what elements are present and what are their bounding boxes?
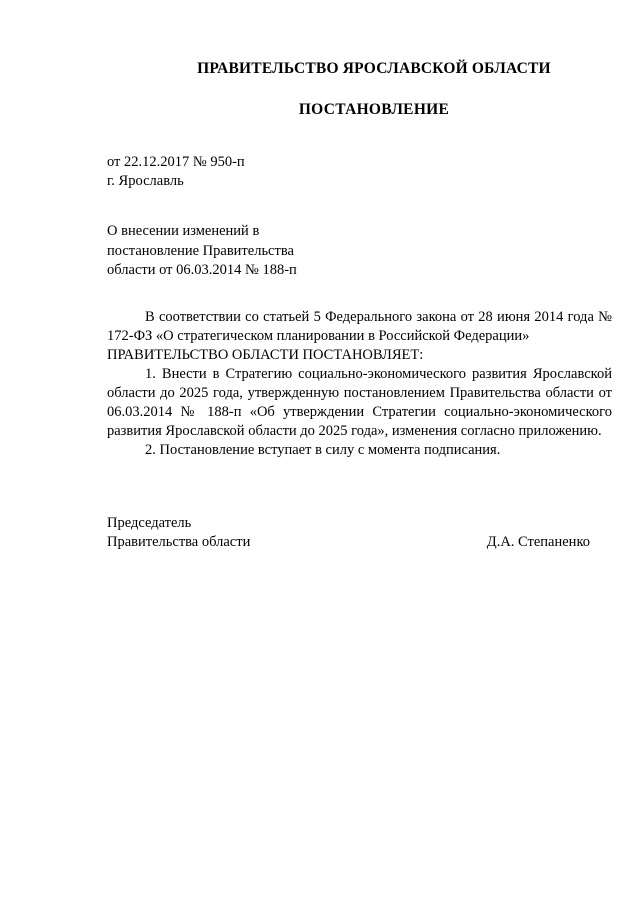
resolution-item-2: 2. Постановление вступает в силу с момента подписания. xyxy=(145,442,501,458)
signature-block xyxy=(107,514,590,552)
government-title: ПРАВИТЕЛЬСТВО ЯРОСЛАВСКОЙ ОБЛАСТИ xyxy=(197,60,551,77)
resolves-line: ПРАВИТЕЛЬСТВО ОБЛАСТИ ПОСТАНОВЛЯЕТ: xyxy=(107,347,424,363)
document-body xyxy=(107,308,612,460)
document-subject xyxy=(107,222,297,281)
subject-line: постановление Правительства xyxy=(107,242,294,259)
signatory-title-line-2: Правительства области xyxy=(107,534,251,550)
date-number-line: от 22.12.2017 № 950-п xyxy=(107,154,245,170)
signatory-title-line-1: Председатель xyxy=(107,515,192,531)
subject-line: области от 06.03.2014 № 188-п xyxy=(107,262,297,278)
document-type-heading: ПОСТАНОВЛЕНИЕ xyxy=(298,101,450,118)
resolution-item-1: 1. Внести в Стратегию социально-экономического развития Ярославской области до 2025 года, утвержденную постановлением Правительства области от 06.03.2014 № 188-п «Об утверждении Стратегии социально-экономического развития Ярославской области до 2025 года», изменения согласно приложению. xyxy=(107,366,612,439)
document-meta xyxy=(107,153,245,191)
subject-line: О внесении изменений в xyxy=(107,223,260,239)
city-line: г. Ярославль xyxy=(107,173,184,189)
signatory-name: Д.А. Степаненко xyxy=(486,534,590,550)
preamble-paragraph: В соответствии со статьей 5 Федерального закона от 28 июня 2014 года № 172-ФЗ «О стратегическом планировании в Российской Федерации» xyxy=(107,309,612,344)
